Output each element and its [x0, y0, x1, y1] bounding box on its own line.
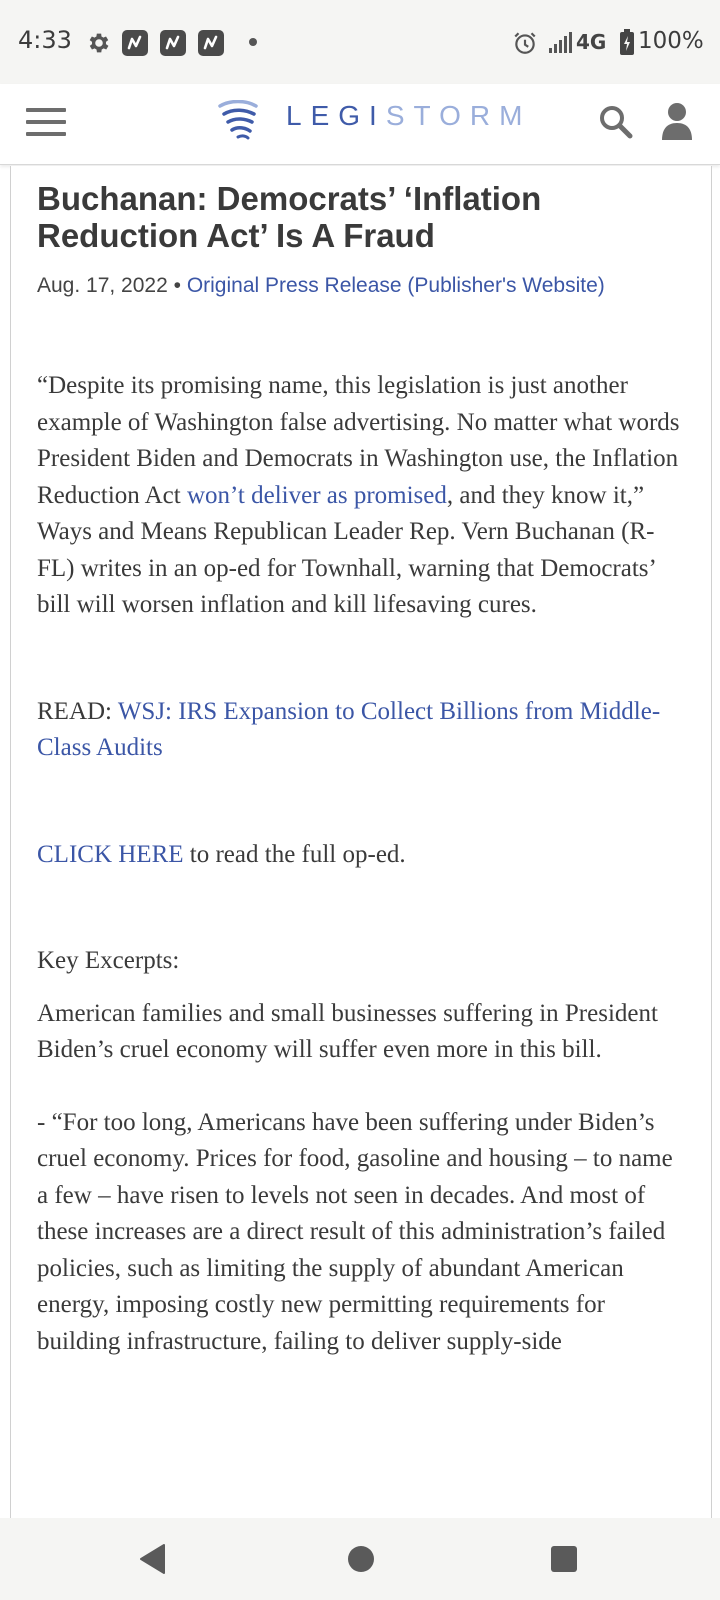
legistorm-logo-text[interactable] — [286, 100, 531, 132]
notification-app-icon — [198, 30, 224, 56]
battery-percent: 100% — [638, 28, 704, 54]
article-paragraph — [37, 837, 687, 874]
recent-apps-icon[interactable] — [551, 1546, 577, 1572]
signal-icon — [548, 32, 572, 54]
network-type: 4G — [576, 30, 607, 54]
back-icon[interactable] — [138, 1542, 168, 1576]
battery-icon — [620, 29, 634, 55]
article-paragraph — [37, 694, 687, 767]
article-card — [10, 166, 712, 1518]
status-time: 4:33 — [18, 26, 72, 54]
status-bar — [0, 0, 720, 84]
paragraph-text: “Despite its promising name, this legislation is just another example of Washington false advertising. No matter what words President Biden and Democrats in Washington use, the Inflation Reduction Act — [37, 372, 680, 509]
read-prefix: READ: — [37, 697, 118, 725]
alarm-icon — [512, 30, 538, 56]
paragraph-text: , and they know it,” Ways and Means Republican Leader Rep. Vern Buchanan (R-FL) writes in an op-ed for Townhall, warning that Democrats’ bill will worsen inflation and kill lifesaving cures. — [37, 481, 655, 618]
article-title: Buchanan: Democrats’ ‘Inflation Reduction Act’ Is A Fraud — [37, 180, 542, 254]
article-date: Aug. 17, 2022 — [37, 274, 168, 297]
wont-deliver-link[interactable]: won’t deliver as promised — [186, 481, 447, 509]
key-excerpts-heading: Key Excerpts: — [37, 947, 180, 974]
original-press-release-link[interactable]: Original Press Release (Publisher's Website) — [186, 274, 605, 297]
logo-text-strong: LEGI — [286, 100, 386, 131]
search-icon[interactable] — [598, 104, 634, 140]
legistorm-logo-icon[interactable] — [216, 100, 260, 140]
settings-gear-icon — [86, 30, 112, 56]
hamburger-menu-icon[interactable] — [26, 108, 66, 136]
more-notifications-dot-icon — [249, 38, 257, 46]
notification-app-icon — [122, 30, 148, 56]
article-meta — [37, 274, 605, 298]
paragraph-text: to read the full op-ed. — [183, 840, 406, 868]
user-account-icon[interactable] — [660, 102, 694, 140]
click-here-link[interactable]: CLICK HERE — [37, 840, 184, 868]
meta-separator: • — [167, 274, 187, 297]
article-paragraph: - “For too long, Americans have been suffering under Biden’s cruel economy. Prices for food, gasoline and housing – to name a few – have risen to levels not seen in decades. And most of these increases are a direct result of this administration’s failed policies, such as limiting the supply of abundant American energy, imposing costly new permitting requirements for building infrastructure, failing to deliver supply-side — [37, 1108, 673, 1355]
wsj-irs-link[interactable]: WSJ: IRS Expansion to Collect Billions from Middle-Class Audits — [37, 697, 661, 761]
article-paragraph — [37, 368, 687, 624]
article-body — [37, 368, 687, 1360]
home-icon[interactable] — [348, 1546, 374, 1572]
logo-text-light: STORM — [385, 100, 532, 131]
notification-app-icon — [160, 30, 186, 56]
article-paragraph: American families and small businesses suffering in President Biden’s cruel economy will suffer even more in this bill. — [37, 999, 658, 1063]
